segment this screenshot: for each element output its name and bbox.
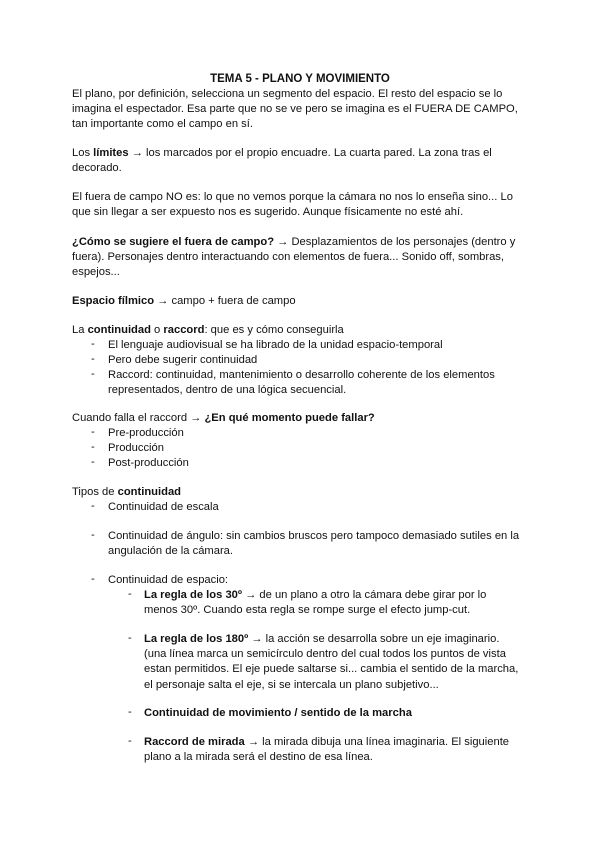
list-item: Continuidad de escala: [108, 501, 219, 513]
sublist-dash: -: [128, 706, 132, 718]
limites-prefix: Los: [72, 147, 94, 159]
continuidad-mid: o: [150, 324, 164, 336]
sugiere-paragraph: [72, 235, 522, 281]
espacio-rest: → campo + fuera de campo: [154, 295, 296, 307]
list-item: Raccord: continuidad, mantenimiento o desarrollo coherente de los elementos representados, dentro de una lógica secuencial.: [108, 369, 495, 397]
continuidad-prefix: La: [72, 324, 88, 336]
sublist-bold: La regla de los 180º: [144, 633, 249, 645]
list-item: Continuidad de ángulo: sin cambios bruscos pero tampoco demasiado sutiles en la angulación de la cámara.: [108, 530, 520, 558]
tipos-prefix: Tipos de: [72, 486, 118, 498]
list-dash: -: [91, 368, 95, 380]
list-dash: -: [91, 338, 95, 350]
page-title: TEMA 5 - PLANO Y MOVIMIENTO: [210, 73, 390, 85]
fuera-paragraph: El fuera de campo NO es: lo que no vemos porque la cámara no nos lo enseña sino... Lo que sin llegar a ser expuesto nos es sugerido. Aunque físicamente no esté ahí.: [72, 191, 513, 219]
tipos-bold: continuidad: [117, 486, 181, 498]
falla-bold: ¿En qué momento puede fallar?: [204, 412, 375, 424]
intro-paragraph: El plano, por definición, selecciona un segmento del espacio. El resto del espacio se lo imagina el espectador. Esa parte que no se ve pero se imagina es el FUERA DE CAMPO, tan importante como el campo en sí.: [72, 88, 518, 131]
list-dash: -: [91, 426, 95, 438]
continuidad-heading: [72, 323, 522, 338]
limites-rest: → los marcados por el propio encuadre. La cuarta pared. La zona tras el decorado.: [72, 147, 492, 175]
sublist-dash: -: [128, 632, 132, 644]
continuidad-bold1: continuidad: [87, 324, 151, 336]
list-item: Pero debe sugerir continuidad: [108, 354, 258, 366]
list-dash: -: [91, 500, 95, 512]
limites-paragraph: [72, 146, 522, 176]
sublist-item: [144, 632, 520, 693]
falla-heading: [72, 411, 522, 426]
tipos-heading: [72, 485, 522, 500]
sublist-dash: -: [128, 735, 132, 747]
sugiere-bold: ¿Cómo se sugiere el fuera de campo?: [72, 236, 275, 248]
sublist-bold: Raccord de mirada: [144, 736, 245, 748]
list-item: Pre-producción: [108, 427, 184, 439]
limites-bold: límites: [93, 147, 129, 159]
list-item: Post-producción: [108, 457, 189, 469]
list-dash: -: [91, 456, 95, 468]
espacio-paragraph: [72, 294, 522, 309]
sublist-item: [144, 588, 520, 618]
list-dash: -: [91, 441, 95, 453]
sublist-bold: Continuidad de movimiento / sentido de la marcha: [144, 707, 412, 719]
sublist-item: [144, 706, 520, 721]
list-item: Continuidad de espacio:: [108, 574, 229, 586]
falla-prefix: Cuando falla el raccord →: [72, 412, 205, 424]
list-dash: -: [91, 529, 95, 541]
list-dash: -: [91, 353, 95, 365]
sugiere-rest: → Desplazamientos de los personajes (dentro y fuera). Personajes dentro interactuando con elementos de fuera... Sonido off, sombras, espejos...: [72, 236, 516, 279]
sublist-rest: → la acción se desarrolla sobre un eje imaginario. (una línea marca un semicírculo dentro del cual todos los puntos de vista estan permitidos. El eje puede saltarse si... cambia el sentido de la marcha, el personaje salta el eje, si se intercala un plano subjetivo...: [144, 633, 519, 691]
continuidad-bold2: raccord: [163, 324, 205, 336]
list-dash: -: [91, 573, 95, 585]
sublist-bold: La regla de los 30º: [144, 589, 242, 601]
espacio-bold: Espacio fílmico: [72, 295, 155, 307]
sublist-rest: → de un plano a otro la cámara debe girar por lo menos 30º. Cuando esta regla se rompe surge el efecto jump-cut.: [144, 589, 487, 617]
sublist-rest: → la mirada dibuja una línea imaginaria. El siguiente plano a la mirada será el destino de esa línea.: [144, 736, 510, 764]
list-item: Producción: [108, 442, 164, 454]
continuidad-rest: : que es y cómo conseguirla: [204, 324, 344, 336]
sublist-dash: -: [128, 588, 132, 600]
list-item: El lenguaje audiovisual se ha librado de la unidad espacio-temporal: [108, 339, 443, 351]
sublist-item: [144, 735, 520, 765]
